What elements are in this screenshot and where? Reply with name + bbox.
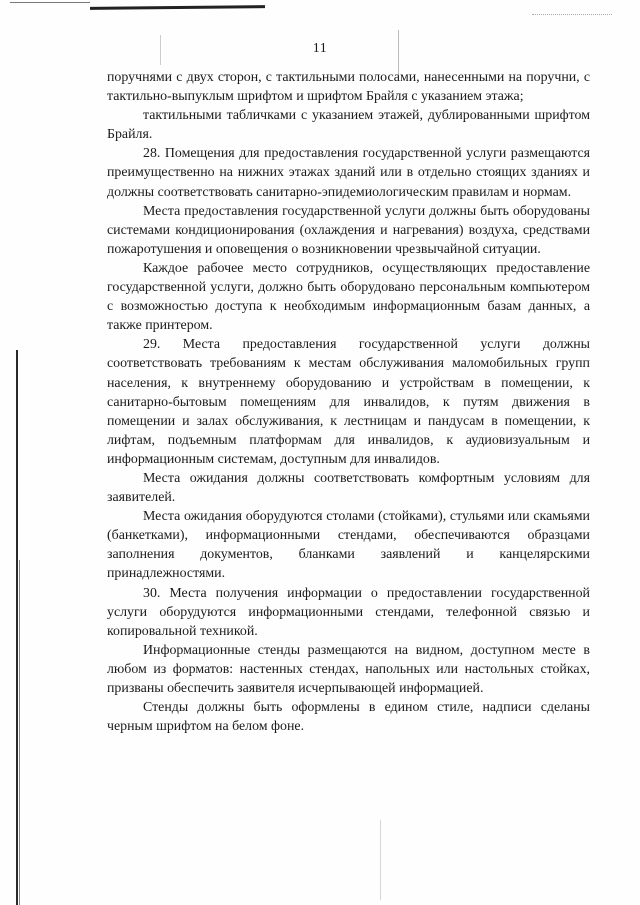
scan-artifact-edge	[16, 350, 18, 905]
paragraph: 29. Места предоставления государственной услуги должны соответствовать требованиям к местам обслуживания маломобильных групп населения, к внутреннему оборудованию и устройствам в помещении, к санитарно-бытовым помещениям для инвалидов, к путям движения в помещении и залах обслуживания, к лестницам и пандусам в помещении, к лифтам, подъемным платформам для инвалидов, к аудиовизуальным и информационным системам, доступным для инвалидов.	[107, 337, 590, 467]
paragraph: Места ожидания должны соответствовать комфортным условиям для заявителей.	[107, 470, 590, 506]
scan-artifact-line	[10, 2, 90, 3]
paragraph: Каждое рабочее место сотрудников, осуществляющих предоставление государственной услуги, должно быть оборудовано персональным компьютером с возможностью доступа к необходимым информационным базам данных, а также принтером.	[107, 260, 590, 334]
paragraph: Места предоставления государственной услуги должны быть оборудованы системами кондиционирования (охлаждения и нагревания) воздуха, средствами пожаротушения и оповещения о возникновении чрезвычайной ситуации.	[107, 203, 590, 257]
page-number: 11	[312, 41, 328, 56]
scan-artifact-edge	[19, 560, 20, 905]
paragraph: Места ожидания оборудуются столами (стойками), стульями или скамьями (банкетками), информационными стендами, обеспечиваются образцами заполнения документов, бланками заявлений и канцелярскими принадлежностями.	[107, 509, 590, 582]
document-body	[107, 68, 590, 736]
paragraph: 28. Помещения для предоставления государственной услуги размещаются преимущественно на нижних этажах зданий или в отдельно стоящих зданиях и должны соответствовать санитарно-эпидемиологическим правилам и нормам.	[107, 146, 590, 200]
paragraph: 30. Места получения информации о предоставлении государственной услуги оборудуются информационными стендами, телефонной связью и копировальной техникой.	[107, 585, 590, 639]
paragraph: Информационные стенды размещаются на видном, доступном месте в любом из форматов: настенных стендах, напольных или настольных стойках, призваны обеспечить заявителя исчерпывающей информацией.	[107, 642, 590, 696]
paragraph: поручнями с двух сторон, с тактильными полосами, нанесенными на поручни, с тактильно-выпуклым шрифтом и шрифтом Брайля с указанием этажа;	[107, 70, 590, 105]
scan-artifact-fold	[380, 820, 381, 900]
scan-artifact-dots	[532, 14, 612, 17]
paragraph: тактильными табличками с указанием этажей, дублированными шрифтом Брайля.	[107, 108, 590, 143]
scan-artifact-line	[90, 5, 265, 10]
paragraph: Стенды должны быть оформлены в едином стиле, надписи сделаны черным шрифтом на белом фоне.	[107, 700, 590, 735]
